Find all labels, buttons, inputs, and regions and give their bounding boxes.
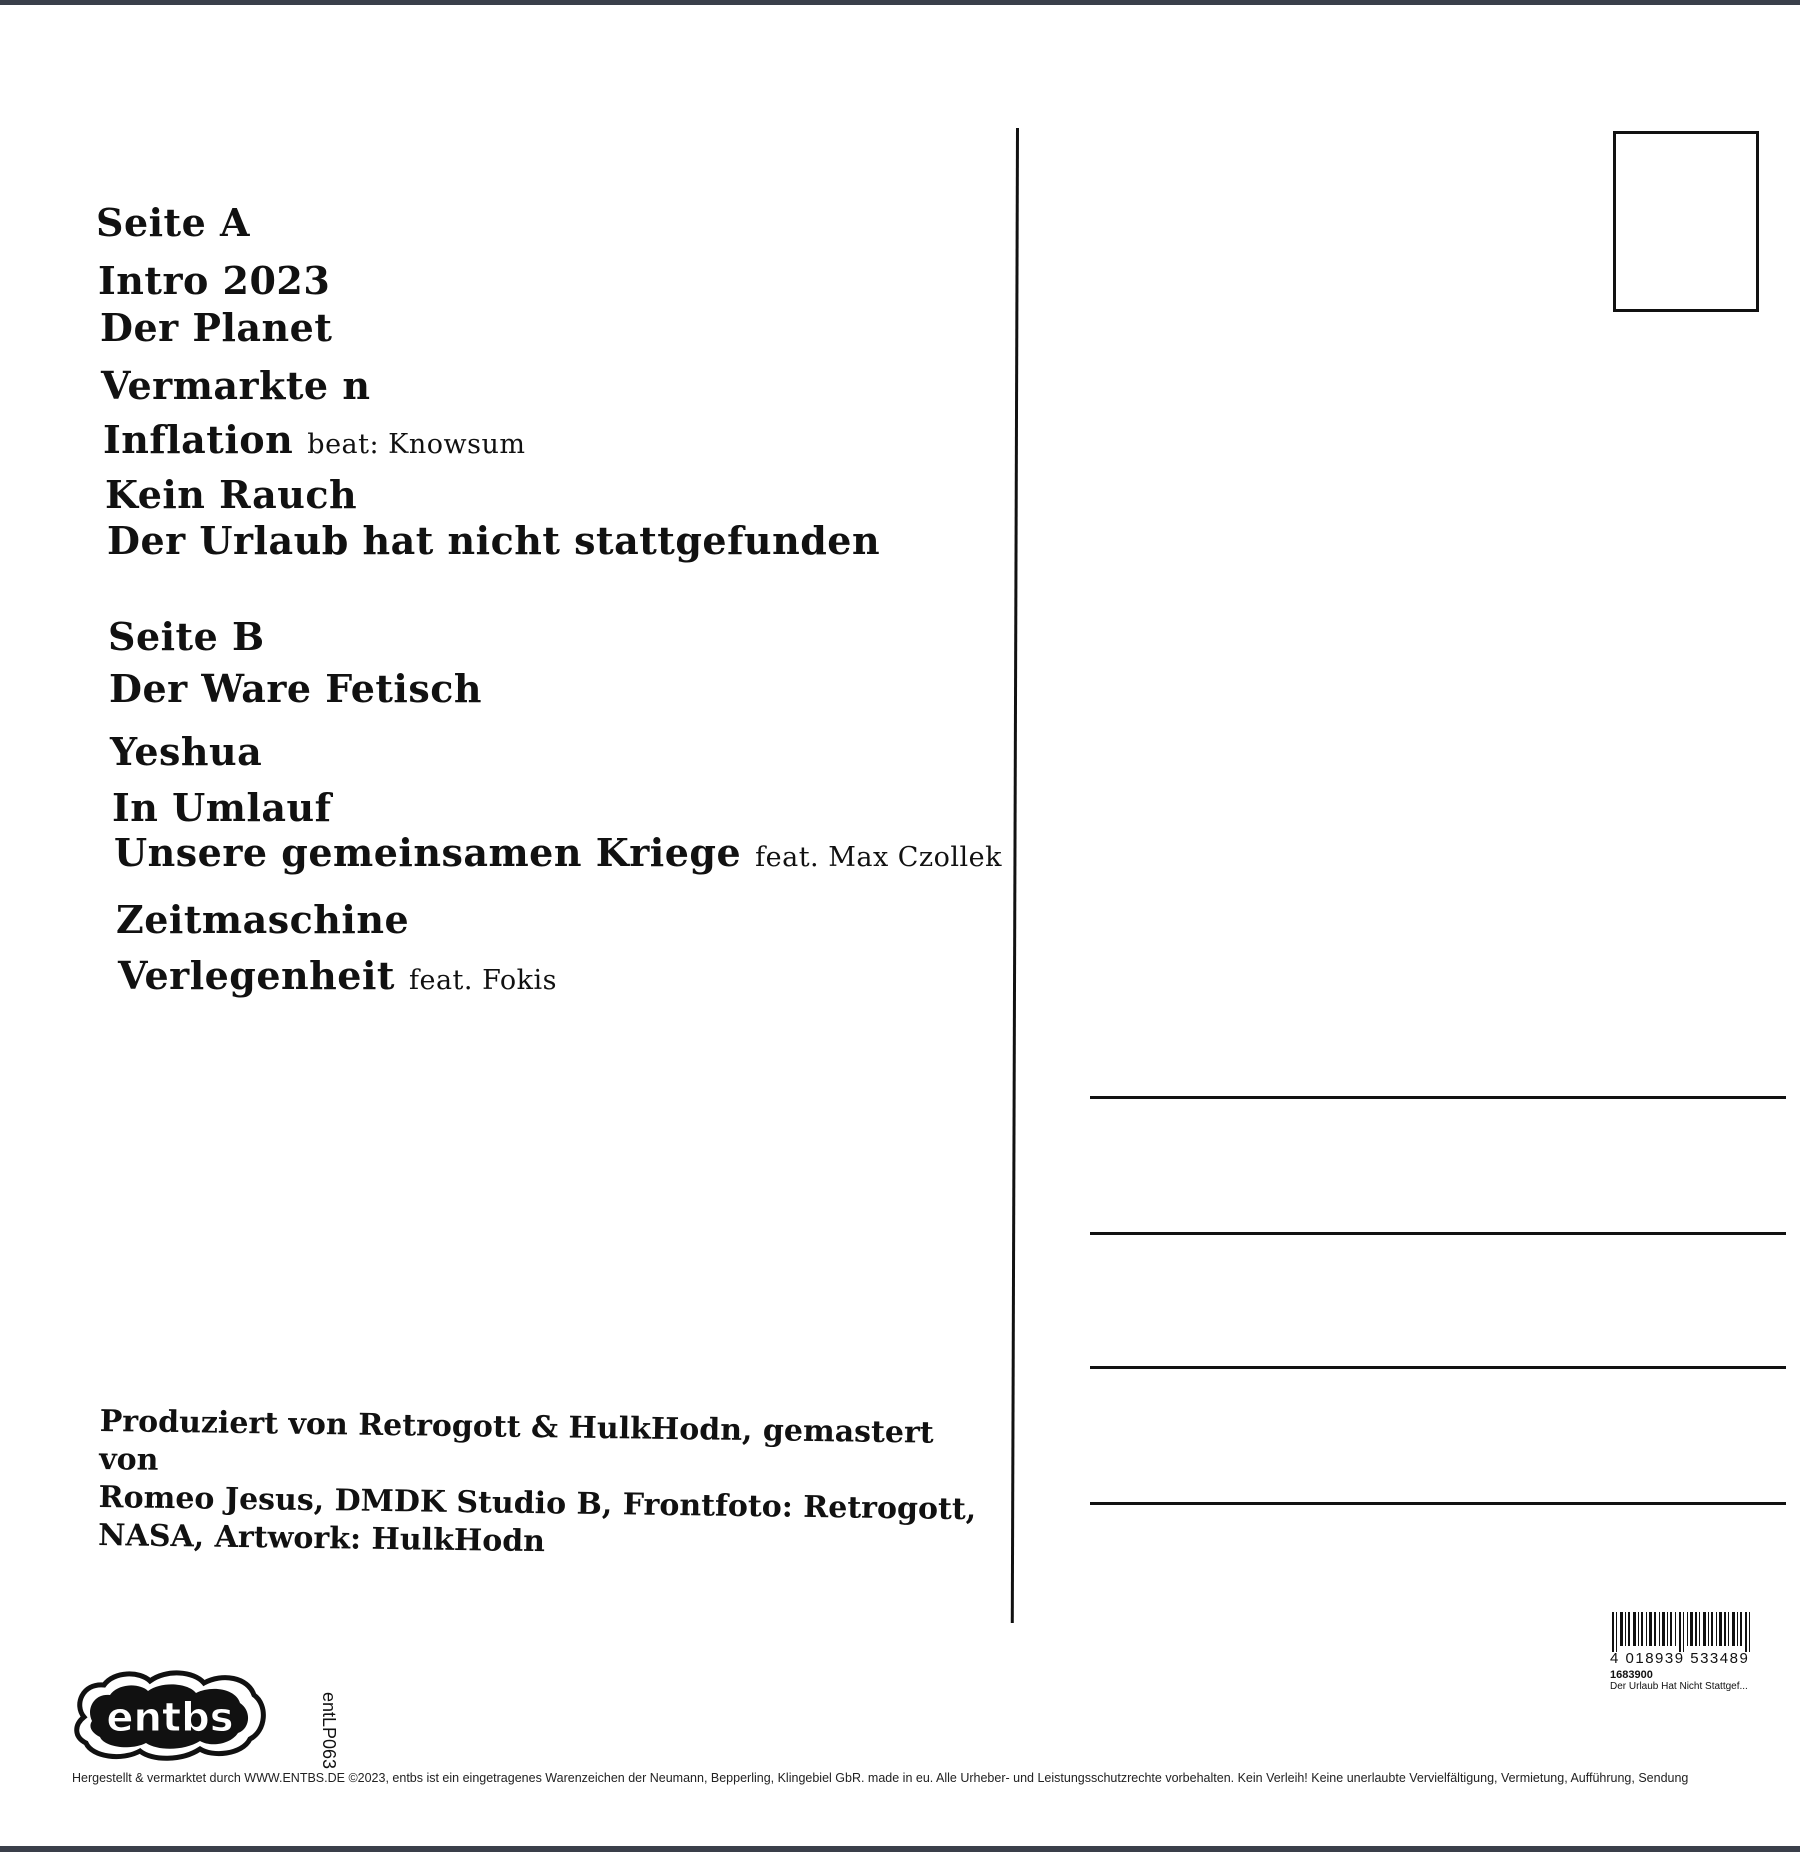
track-title: Inflation — [103, 417, 294, 462]
track-title: Der Ware Fetisch — [109, 666, 483, 711]
track-side-b-2 — [110, 729, 262, 774]
track-title: Vermarkte n — [101, 363, 371, 408]
side-a-heading: Seite A — [96, 200, 250, 245]
address-line — [1090, 1232, 1786, 1235]
track-feature: beat: Knowsum — [307, 429, 526, 460]
side-b-heading: Seite B — [108, 614, 265, 659]
track-side-a-1 — [98, 258, 330, 303]
track-side-b-5 — [116, 897, 409, 942]
track-side-a-4 — [103, 417, 525, 462]
track-side-b-6 — [118, 953, 557, 998]
track-side-a-3 — [101, 363, 370, 408]
track-side-b-1 — [109, 666, 482, 711]
track-title: Der Planet — [100, 305, 333, 350]
track-title: Der Urlaub hat nicht stattgefunden — [107, 518, 881, 563]
address-line — [1090, 1366, 1786, 1369]
track-title: Kein Rauch — [105, 472, 358, 517]
bottom-edge — [0, 1846, 1800, 1852]
barcode — [1610, 1612, 1790, 1692]
track-side-b-4 — [114, 830, 1002, 875]
production-credits — [98, 1403, 980, 1567]
credits-line: Romeo Jesus, DMDK Studio B, Frontfoto: Retrogott, — [98, 1479, 977, 1528]
address-line — [1090, 1502, 1786, 1505]
track-title: Yeshua — [110, 729, 263, 774]
barcode-title: Der Urlaub Hat Nicht Stattgef... — [1610, 1681, 1748, 1692]
track-title: In Umlauf — [112, 785, 332, 830]
credits-line: Produziert von Retrogott & HulkHodn, gemastert von — [98, 1403, 934, 1478]
track-side-a-2 — [100, 305, 332, 350]
track-side-b-3 — [112, 785, 332, 830]
top-edge — [0, 0, 1800, 5]
stamp-box — [1613, 131, 1759, 312]
track-side-a-6 — [107, 518, 880, 563]
track-title: Zeitmaschine — [116, 897, 410, 942]
barcode-digits: 4 018939 533489 — [1610, 1650, 1750, 1667]
catalog-number: entLP063 — [319, 1691, 340, 1770]
track-title: Verlegenheit — [118, 953, 395, 998]
entbs-logo — [70, 1665, 270, 1769]
svg-text:entbs: entbs — [106, 1695, 234, 1741]
track-title: Unsere gemeinsamen Kriege — [114, 830, 742, 875]
track-feature: feat. Max Czollek — [755, 842, 1003, 873]
postcard-divider — [1011, 128, 1019, 1623]
credits-line: NASA, Artwork: HulkHodn — [97, 1517, 546, 1560]
barcode-code: 1683900 — [1610, 1669, 1653, 1681]
track-feature: feat. Fokis — [408, 965, 557, 996]
barcode-bars — [1610, 1612, 1780, 1652]
address-line — [1090, 1096, 1786, 1099]
track-title: Intro 2023 — [98, 258, 331, 303]
track-side-a-5 — [105, 472, 357, 517]
legal-notice: Hergestellt & vermarktet durch WWW.ENTBS.DE ©2023, entbs ist ein eingetragenes Warenzeichen der Neumann, Bepperling, Klingebiel GbR. made in eu. Alle Urheber- und Leistungsschutzrechte vorbehalten. Kein Verleih! Keine unerlaubte Vervielfältigung, Vermietung, Aufführung, Sendung — [72, 1771, 1689, 1785]
